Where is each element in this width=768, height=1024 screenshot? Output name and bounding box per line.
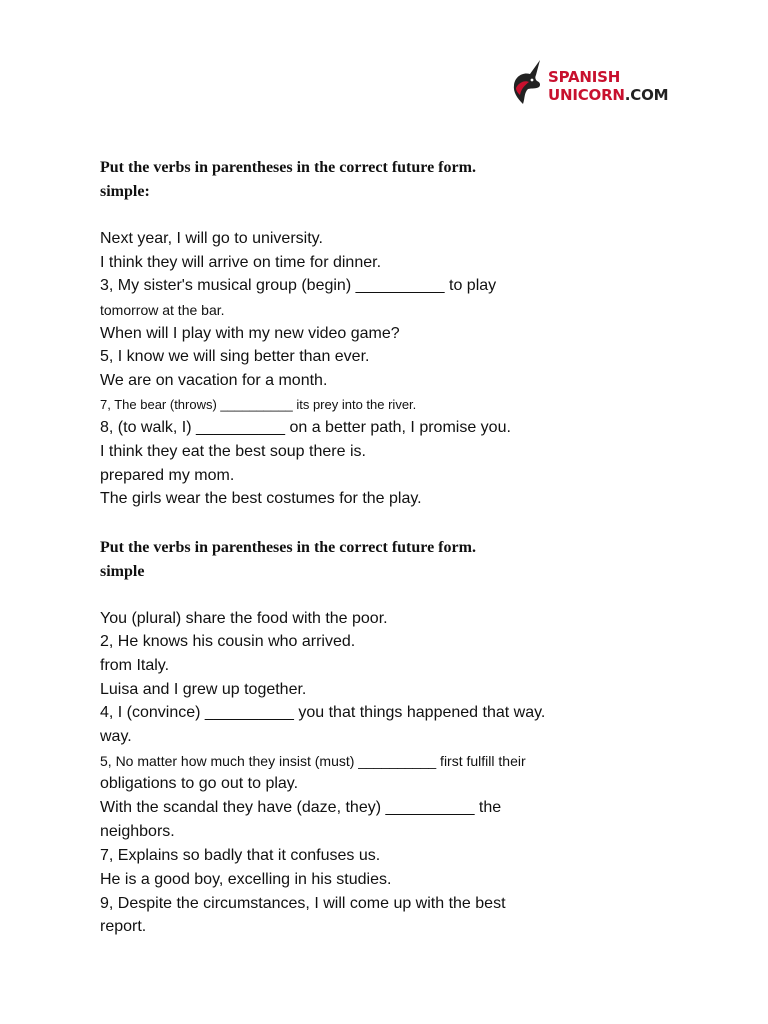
exercise-1-instruction: Put the verbs in parentheses in the correct future form.	[100, 159, 476, 176]
exercise-line: way.	[100, 728, 132, 745]
exercise-line: 7, The bear (throws) __________ its prey into the river.	[100, 397, 417, 412]
exercise-line: When will I play with my new video game?	[100, 325, 400, 342]
brand-word-1: SPANISH	[548, 68, 621, 86]
exercise-line: The girls wear the best costumes for the play.	[100, 490, 422, 507]
brand-logo	[510, 58, 680, 108]
brand-wordmark	[548, 68, 668, 104]
exercise-2-subtitle: simple	[100, 563, 145, 580]
exercise-2-instruction: Put the verbs in parentheses in the correct future form.	[100, 539, 476, 556]
exercise-line: With the scandal they have (daze, they) __________ the	[100, 799, 502, 816]
exercise-line: You (plural) share the food with the poor.	[100, 610, 388, 627]
exercise-line: 5, I know we will sing better than ever.	[100, 348, 370, 365]
exercise-line: obligations to go out to play.	[100, 775, 299, 792]
exercise-line: report.	[100, 918, 147, 935]
exercise-line: neighbors.	[100, 823, 175, 840]
exercise-line: Luisa and I grew up together.	[100, 681, 307, 698]
exercise-line: 5, No matter how much they insist (must) __________ first fulfill their	[100, 753, 526, 769]
brand-word-2: UNICORN	[548, 86, 625, 104]
exercise-line: He is a good boy, excelling in his studies.	[100, 871, 392, 888]
exercise-1-subtitle: simple:	[100, 183, 150, 200]
unicorn-head-icon	[510, 58, 546, 108]
exercise-line: Next year, I will go to university.	[100, 230, 323, 247]
exercise-line: 9, Despite the circumstances, I will come up with the best	[100, 895, 506, 912]
exercise-line: 7, Explains so badly that it confuses us.	[100, 847, 381, 864]
exercise-line: 2, He knows his cousin who arrived.	[100, 633, 356, 650]
exercise-line: We are on vacation for a month.	[100, 372, 328, 389]
exercise-line: prepared my mom.	[100, 467, 235, 484]
exercise-line: tomorrow at the bar.	[100, 302, 225, 318]
exercise-line: I think they will arrive on time for dinner.	[100, 254, 382, 271]
exercise-line: 3, My sister's musical group (begin) __________ to play	[100, 277, 497, 294]
exercise-line: I think they eat the best soup there is.	[100, 443, 366, 460]
exercise-line: 4, I (convince) __________ you that things happened that way.	[100, 704, 546, 721]
brand-domain: .COM	[624, 86, 669, 104]
exercise-line: 8, (to walk, I) __________ on a better path, I promise you.	[100, 419, 511, 436]
exercise-line: from Italy.	[100, 657, 170, 674]
